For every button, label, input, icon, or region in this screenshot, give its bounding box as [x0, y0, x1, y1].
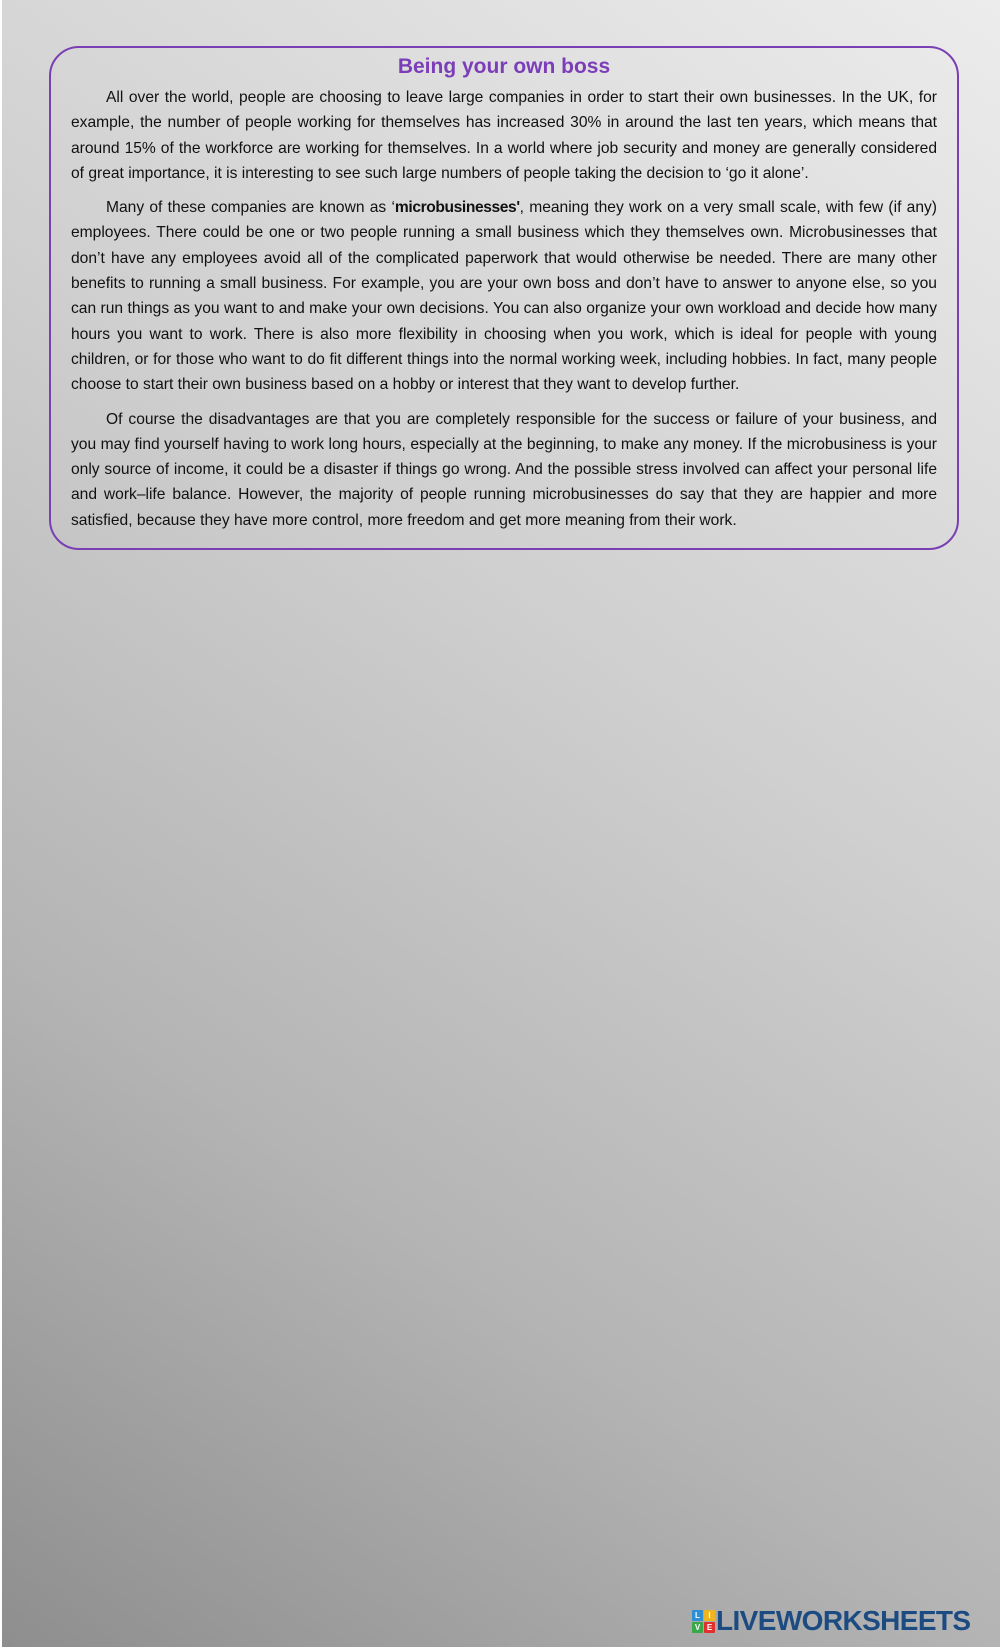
microbusinesses-term: microbusinesses' [394, 199, 520, 217]
paragraph-1: All over the world, people are choosing to leave large companies in order to start their own businesses. In the UK, for example, the number of people working for themselves has increased 30% in around the last ten years, which means that around 15% of the workforce are working for themselves. In a world where job security and money are generally considered of great importance, it is interesting to see such large numbers of people taking the decision to ‘go it alone’. [71, 89, 937, 182]
logo-cube-v: V [692, 1622, 703, 1633]
logo-cube-l: L [692, 1610, 703, 1621]
logo-text: LIVEWORKSHEETS [716, 1605, 971, 1636]
logo-cubes-icon [692, 1610, 715, 1633]
article-title: Being your own boss [397, 55, 611, 78]
page-left-edge [0, 0, 2, 1647]
liveworksheets-logo [692, 1606, 992, 1636]
logo-cube-e: E [704, 1622, 715, 1633]
paragraph-2-intro: Many of these companies are known as ‘ [106, 199, 395, 217]
logo-cube-i: I [704, 1610, 715, 1621]
reading-card [49, 46, 959, 550]
paragraph-3: Of course the disadvantages are that you are completely responsible for the success or failure of your business, and you may find yourself having to work long hours, especially at the beginning, to make any money. If the microbusiness is your only source of income, it could be a disaster if things go wrong. And the possible stress involved can affect your personal life and work–life balance. However, the majority of people running microbusinesses do say that they are happier and more satisfied, because they have more control, more freedom and get more meaning from their work. [71, 410, 937, 529]
paragraph-2-body: , meaning they work on a very small scale, with few (if any) employees. There could be one or two people running a small business which they themselves own. Microbusinesses that don’t have any employees avoid all of the complicated paperwork that would otherwise be needed. There are many other benefits to running a small business. For example, you are your own boss and don’t have to answer to anyone else, so you can run things as you want to and make your own decisions. You can also organize your own workload and decide how many hours you want to work. There is also more flexibility in choosing when you work, which is ideal for people with young children, or for those who want to do fit different things into the normal working week, including hobbies. In fact, many people choose to start their own business based on a hobby or interest that they want to develop further. [71, 199, 937, 394]
paragraph-2 [71, 195, 937, 397]
